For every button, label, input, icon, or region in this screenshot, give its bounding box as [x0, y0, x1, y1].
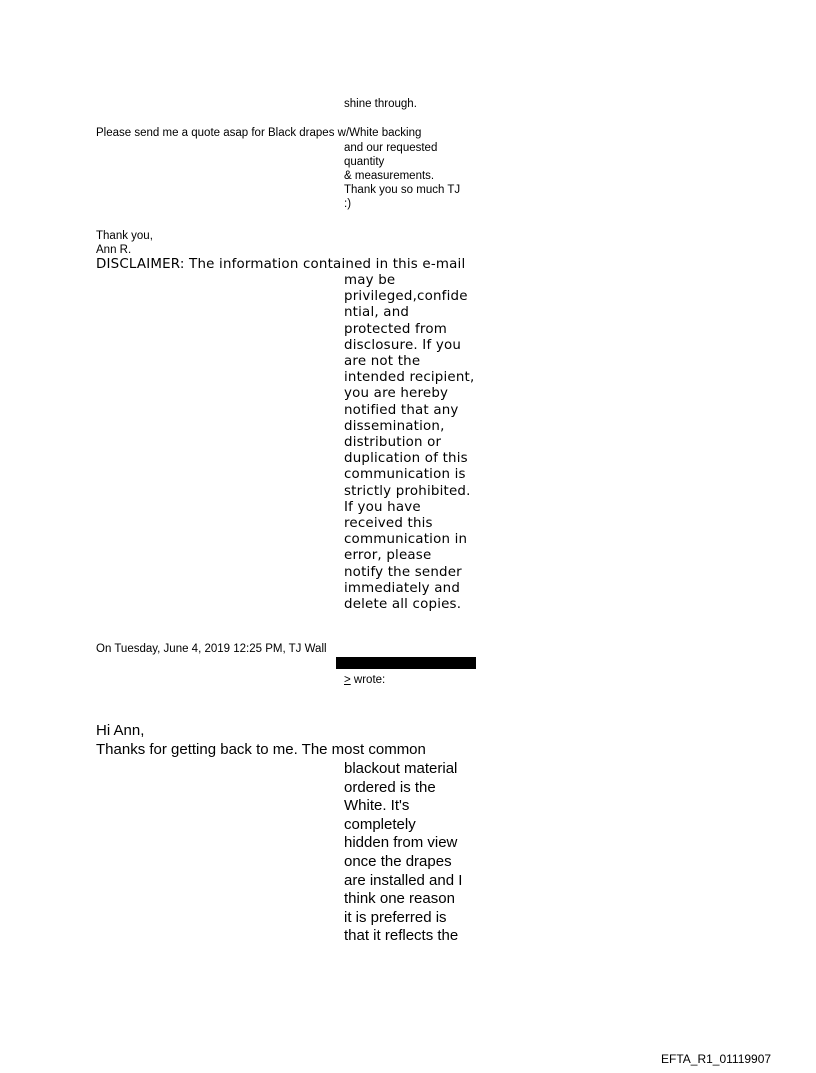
- reply-greeting: Hi Ann,: [96, 722, 145, 739]
- quote-wrote-line: [344, 673, 385, 687]
- reply-wrapped-text: [344, 760, 484, 946]
- disclaimer-line: protected from: [344, 321, 447, 337]
- disclaimer-line: error, please: [344, 548, 432, 564]
- reply-line: White. It's: [344, 797, 410, 815]
- disclaimer-line: are not the: [344, 354, 421, 370]
- reply-line: completely: [344, 815, 416, 833]
- reply-text-line: Thanks for getting back to me. The most common: [96, 741, 426, 758]
- disclaimer-line: notified that any: [344, 402, 459, 418]
- disclaimer-line: you are hereby: [344, 386, 449, 402]
- reply-line: ordered is the: [344, 778, 436, 796]
- reply-line: it is preferred is: [344, 908, 447, 926]
- reply-line: that it reflects the: [344, 927, 459, 945]
- disclaimer-line: may be: [344, 273, 396, 288]
- disclaimer-line: notify the sender: [344, 564, 462, 580]
- email-text-line: Thank you so much TJ: [344, 184, 461, 196]
- disclaimer-text-line: DISCLAIMER: The information contained in this e-mail: [96, 257, 466, 272]
- disclaimer-line: strictly prohibited.: [344, 483, 471, 499]
- disclaimer-line: privileged,confide: [344, 289, 468, 305]
- reply-line: once the drapes: [344, 852, 452, 870]
- reply-line: are installed and I: [344, 871, 463, 889]
- disclaimer-line: ntial, and: [344, 305, 410, 321]
- email-signoff: [96, 229, 153, 257]
- email-text-line: Thank you,: [96, 230, 153, 242]
- reply-line: think one reason: [344, 890, 455, 908]
- email-text-line: quantity: [344, 156, 385, 168]
- email-text-line: and our requested: [344, 142, 438, 154]
- email-wrapped-text: [344, 141, 484, 211]
- disclaimer-line: delete all copies.: [344, 597, 462, 613]
- disclaimer-line: communication is: [344, 467, 466, 483]
- disclaimer-line: duplication of this: [344, 451, 468, 467]
- disclaimer-line: received this: [344, 516, 433, 532]
- email-text-line: shine through.: [344, 98, 417, 110]
- reply-line: blackout material: [344, 760, 458, 777]
- document-id: EFTA_R1_01119907: [661, 1052, 772, 1066]
- disclaimer-line: intended recipient,: [344, 370, 475, 386]
- greater-than-symbol: >: [344, 674, 351, 686]
- wrote-text: wrote:: [350, 674, 386, 686]
- disclaimer-line: distribution or: [344, 435, 442, 451]
- email-text-line: & measurements.: [344, 170, 435, 182]
- disclaimer-line: disclosure. If you: [344, 337, 462, 353]
- email-text-line: Please send me a quote asap for Black drapes w/White backing: [96, 127, 422, 139]
- redaction-bar: [336, 657, 476, 669]
- disclaimer-line: dissemination,: [344, 418, 445, 434]
- disclaimer-line: communication in: [344, 532, 468, 548]
- reply-line: hidden from view: [344, 834, 458, 852]
- disclaimer-line: If you have: [344, 499, 421, 515]
- email-text-line: :): [344, 198, 352, 210]
- email-text-line: Ann R.: [96, 244, 132, 256]
- disclaimer-line: immediately and: [344, 580, 461, 596]
- disclaimer-wrapped-text: [344, 273, 484, 613]
- quote-header-line: On Tuesday, June 4, 2019 12:25 PM, TJ Wall: [96, 643, 327, 655]
